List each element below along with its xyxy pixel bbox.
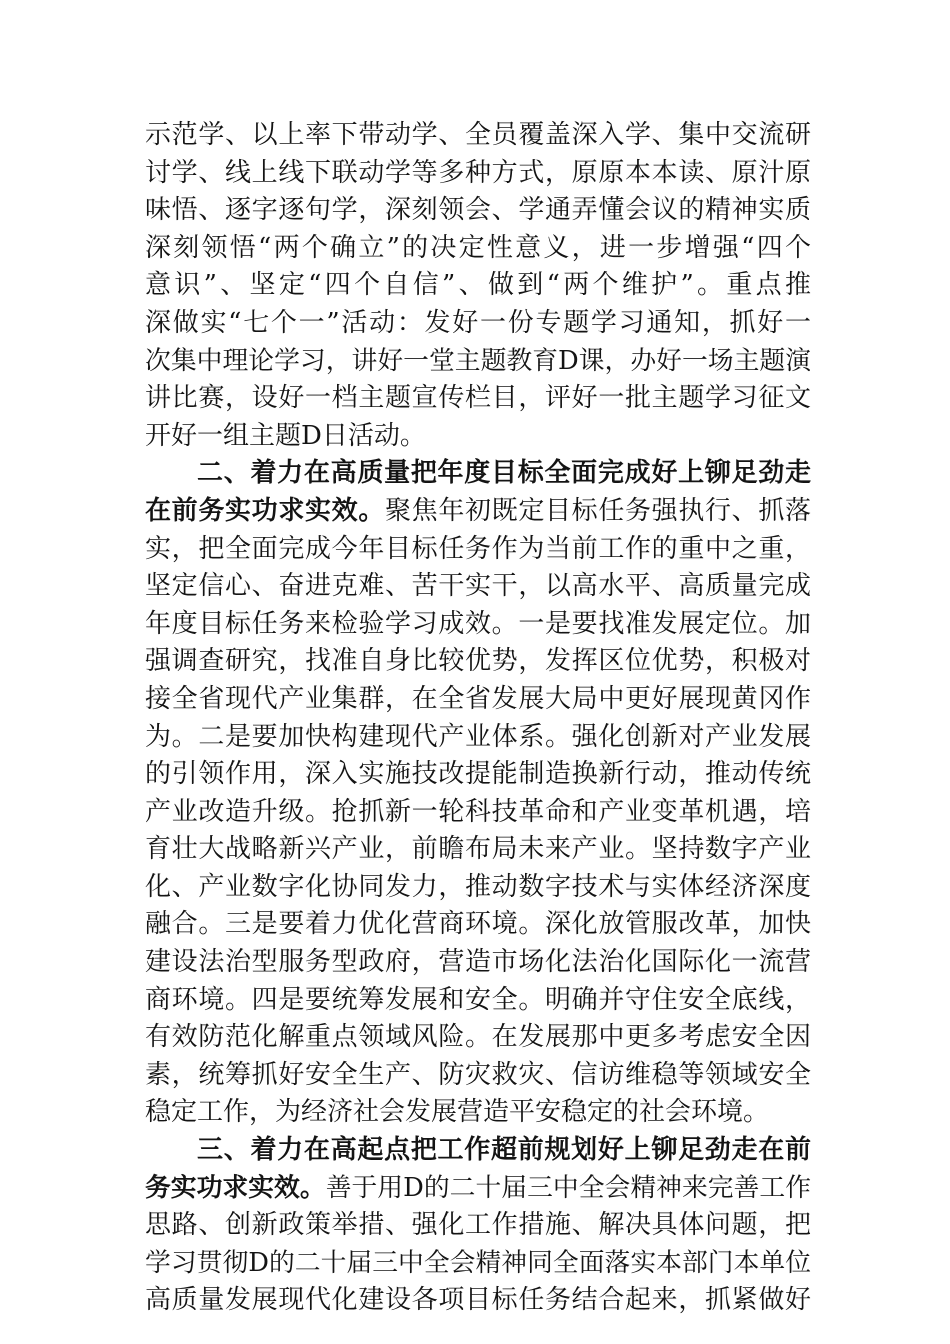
heading-run: 在前务实功求实效。 <box>145 495 385 526</box>
text-line <box>145 1245 811 1283</box>
text-line <box>145 1207 811 1245</box>
text-line <box>145 230 811 268</box>
body-run: 讲比赛，设好一档主题宣传栏目，评好一批主题学习征文 <box>145 383 811 414</box>
text-line <box>145 944 811 982</box>
body-run: 坚定信心、奋进克难、苦干实干，以高水平、高质量完成 <box>145 571 811 602</box>
text-line <box>145 982 811 1020</box>
body-run: 建设法治型服务型政府，营造市场化法治化国际化一流营 <box>145 947 811 978</box>
text-line <box>145 418 811 456</box>
text-line <box>145 906 811 944</box>
text-line <box>145 493 811 531</box>
body-run: 次集中理论学习，讲好一堂主题教育D课，办好一场主题演 <box>145 345 811 376</box>
text-line <box>145 192 811 230</box>
text-line <box>145 1170 811 1208</box>
text-line <box>145 267 811 305</box>
text-line <box>145 606 811 644</box>
heading-run: 三、着力在高起点把工作超前规划好上铆足劲走在前 <box>197 1135 811 1166</box>
text-line <box>145 380 811 418</box>
body-run: 有效防范化解重点领域风险。在发展那中更多考虑安全因 <box>145 1022 811 1053</box>
text-line <box>145 455 811 493</box>
body-run: 聚焦年初既定目标任务强执行、抓落 <box>385 495 811 526</box>
text-line <box>145 117 811 155</box>
text-line <box>145 1282 811 1320</box>
body-run: 产业改造升级。抢抓新一轮科技革命和产业变革机遇，培 <box>145 796 811 827</box>
text-line <box>145 831 811 869</box>
text-line <box>145 1019 811 1057</box>
body-run: 深刻领悟“两个确立”的决定性意义，进一步增强“四个 <box>145 232 811 263</box>
text-line <box>145 155 811 193</box>
body-run: 商环境。四是要统筹发展和安全。明确并守住安全底线， <box>145 984 811 1015</box>
text-line <box>145 1132 811 1170</box>
heading-run: 务实功求实效。 <box>145 1172 326 1203</box>
text-line <box>145 869 811 907</box>
body-run: 意识”、坚定“四个自信”、做到“两个维护”。重点推 <box>145 270 811 301</box>
body-run: 化、产业数字化协同发力，推动数字技术与实体经济深度 <box>145 871 811 902</box>
text-line <box>145 756 811 794</box>
body-run: 示范学、以上率下带动学、全员覆盖深入学、集中交流研 <box>145 120 811 150</box>
text-line <box>145 343 811 381</box>
body-run: 素，统筹抓好安全生产、防灾救灾、信访维稳等领域安全 <box>145 1059 811 1090</box>
body-run: 深做实“七个一”活动：发好一份专题学习通知，抓好一 <box>145 307 811 338</box>
document-body <box>145 117 811 1320</box>
text-line <box>145 1057 811 1095</box>
heading-run: 二、着力在高质量把年度目标全面完成好上铆足劲走 <box>197 458 811 489</box>
body-run: 年度目标任务来检验学习成效。一是要找准发展定位。加 <box>145 608 811 639</box>
body-run: 味悟、逐字逐句学，深刻领会、学通弄懂会议的精神实质 <box>145 195 811 226</box>
body-run: 讨学、线上线下联动学等多种方式，原原本本读、原汁原 <box>145 157 811 188</box>
text-line <box>145 568 811 606</box>
body-run: 为。二是要加快构建现代产业体系。强化创新对产业发展 <box>145 721 811 752</box>
text-line <box>145 719 811 757</box>
body-run: 高质量发展现代化建设各项目标任务结合起来，抓紧做好 <box>145 1285 811 1316</box>
body-run: 实，把全面完成今年目标任务作为当前工作的重中之重， <box>145 533 811 564</box>
body-run: 融合。三是要着力优化营商环境。深化放管服改革，加快 <box>145 909 811 940</box>
text-line <box>145 794 811 832</box>
text-line <box>145 1094 811 1132</box>
body-run: 育壮大战略新兴产业，前瞻布局未来产业。坚持数字产业 <box>145 834 811 865</box>
body-run: 开好一组主题D日活动。 <box>145 420 426 451</box>
body-run: 的引领作用，深入实施技改提能制造换新行动，推动传统 <box>145 759 811 790</box>
body-run: 思路、创新政策举措、强化工作措施、解决具体问题，把 <box>145 1210 811 1241</box>
text-line <box>145 681 811 719</box>
body-run: 善于用D的二十届三中全会精神来完善工作 <box>325 1172 811 1203</box>
text-line <box>145 643 811 681</box>
body-run: 稳定工作，为经济社会发展营造平安稳定的社会环境。 <box>145 1097 770 1128</box>
body-run: 强调查研究，找准自身比较优势，发挥区位优势，积极对 <box>145 646 811 677</box>
body-run: 学习贯彻D的二十届三中全会精神同全面落实本部门本单位 <box>145 1247 811 1278</box>
text-line <box>145 305 811 343</box>
body-run: 接全省现代产业集群，在全省发展大局中更好展现黄冈作 <box>145 683 811 714</box>
text-line <box>145 531 811 569</box>
